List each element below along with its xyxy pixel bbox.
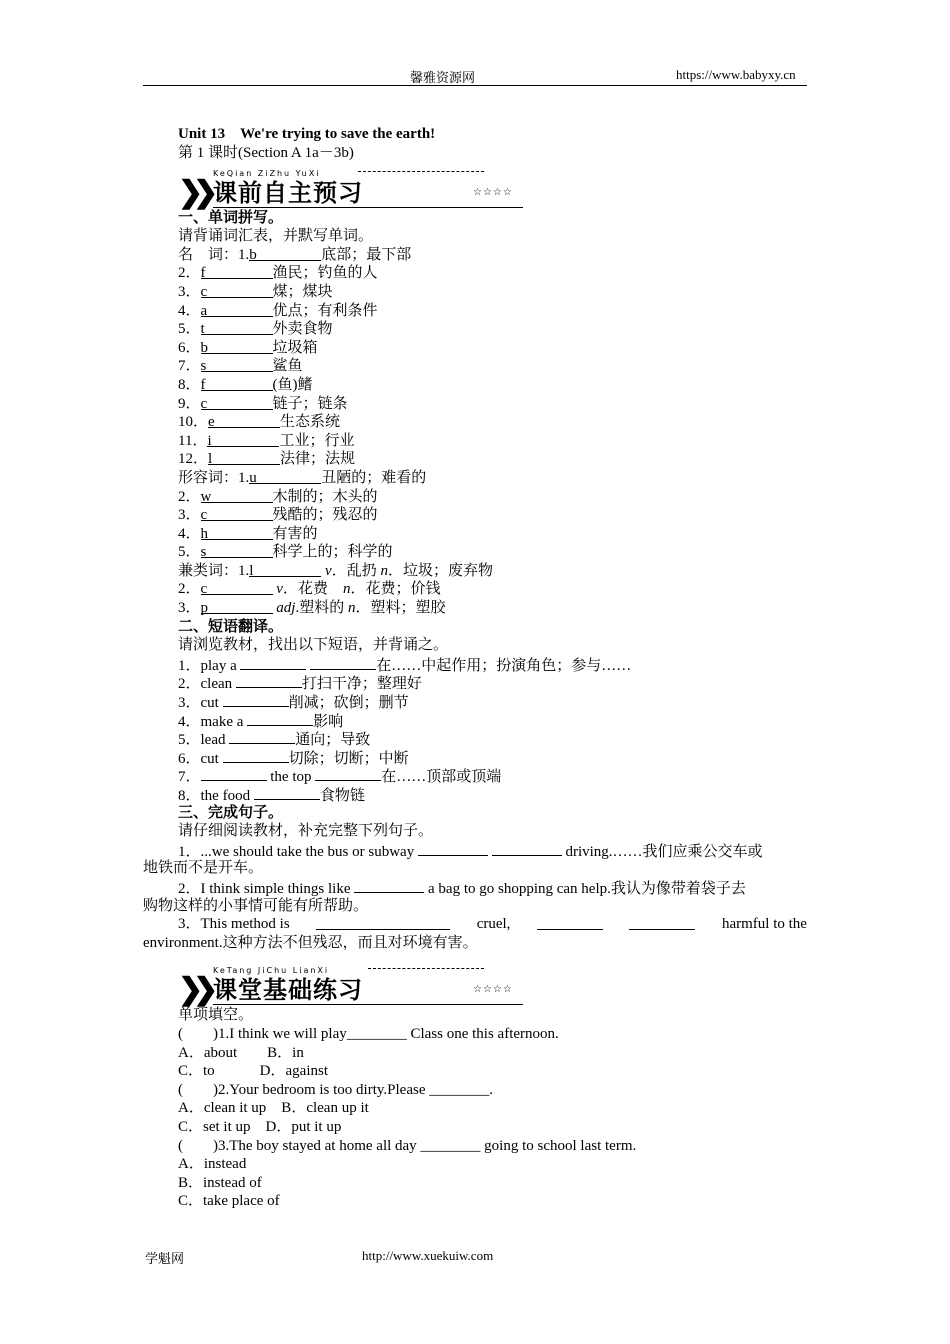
word-item — [143, 525, 807, 544]
phrase-item — [143, 711, 807, 730]
blank[interactable]: l — [208, 450, 280, 465]
item-meaning: 工业；行业 — [279, 432, 355, 449]
item-number: 3． — [178, 600, 201, 617]
section-instruction-1: 请背诵词汇表，并默写单词。 — [178, 228, 374, 245]
part-of-speech: n — [347, 600, 356, 617]
part-of-speech: n — [380, 562, 388, 579]
banner-rule — [213, 1004, 523, 1005]
section-heading-1: 一、单词拼写。 — [178, 209, 284, 226]
word-item — [143, 469, 807, 488]
question-line: C．set it up D．put it up — [178, 1118, 342, 1135]
blank[interactable]: a — [201, 302, 273, 317]
blank[interactable]: b — [249, 246, 321, 261]
blank[interactable] — [247, 711, 313, 726]
item-meaning: 渔民；钓鱼的人 — [272, 265, 378, 282]
item-number: 11． — [178, 432, 208, 449]
word-item — [143, 302, 807, 321]
word-item — [143, 246, 807, 265]
banner-title: 课前自主预习 — [213, 178, 363, 207]
sentence-2-line-2: 购物这样的小事情可能有所帮助。 — [143, 897, 369, 914]
item-meaning: 底部；最下部 — [321, 246, 412, 263]
blank[interactable]: c — [201, 283, 273, 298]
blank[interactable] — [418, 841, 488, 856]
item-meaning: 残酷的；残忍的 — [272, 507, 378, 524]
item-meaning: 优点；有利条件 — [272, 302, 378, 319]
banner-pinyin: KeQian ZiZhu YuXi — [213, 168, 321, 178]
phrase-item — [143, 729, 807, 748]
item-number: 8． — [178, 376, 201, 393]
item-number: 9． — [178, 395, 201, 412]
item-meaning: 法律；法规 — [280, 451, 356, 468]
item-number: 7． — [178, 358, 201, 375]
phrase-text: 7． — [178, 769, 201, 786]
item-number: 兼类词：1. — [178, 562, 250, 579]
item-meaning: ．花费 — [282, 581, 343, 598]
blank[interactable] — [201, 766, 267, 781]
item-meaning: 垃圾箱 — [272, 339, 318, 356]
item-meaning: .塑料的 — [295, 600, 348, 617]
phrase-meaning: 在……中起作用；扮演角色；参与…… — [376, 657, 632, 674]
item-meaning: 科学上的；科学的 — [272, 544, 393, 561]
blank[interactable] — [354, 878, 424, 893]
blank[interactable] — [223, 748, 289, 763]
star-rating-icon: ☆☆☆☆ — [473, 984, 513, 996]
word-item — [143, 450, 807, 469]
double-chevron-icon: ❯❯ — [178, 175, 209, 209]
item-number: 3． — [178, 283, 201, 300]
phrase-meaning: 通向；导致 — [295, 732, 371, 749]
item-meaning: (鱼)鳍 — [272, 376, 313, 393]
item-number: 3． — [178, 507, 201, 524]
blank[interactable] — [315, 766, 381, 781]
double-chevron-icon: ❯❯ — [178, 973, 209, 1007]
word-item — [143, 339, 807, 358]
word-item — [143, 506, 807, 525]
question-line: A．instead — [178, 1156, 247, 1173]
blank[interactable]: u — [249, 469, 321, 484]
item-number: 12． — [178, 451, 209, 468]
blank[interactable]: c — [201, 395, 273, 410]
word-item — [143, 357, 807, 376]
item-number: 形容词：1. — [178, 469, 250, 486]
sentence-3-line-2: environment.这种方法不但残忍，而且对环境有害。 — [143, 934, 478, 951]
part-of-speech: adj — [276, 600, 296, 617]
phrase-text: 1．play a — [178, 657, 241, 674]
question-line: A．about B．in — [178, 1044, 304, 1061]
word-item — [143, 283, 807, 302]
blank[interactable] — [229, 729, 295, 744]
question-line: C．take place of — [178, 1193, 280, 1210]
phrase-meaning: 影响 — [313, 713, 344, 730]
blank[interactable]: p — [201, 599, 273, 614]
blank[interactable] — [240, 655, 306, 670]
blank[interactable]: b — [201, 339, 273, 354]
blank[interactable]: s — [201, 357, 273, 372]
part-of-speech: n — [342, 581, 351, 598]
blank[interactable] — [537, 915, 603, 930]
question-line: ( )3.The boy stayed at home all day ________ going to school last term. — [178, 1137, 637, 1154]
item-meaning: ．花费；价钱 — [350, 581, 441, 598]
question-line: ( )1.I think we will play________ Class one this afternoon. — [178, 1025, 559, 1042]
blank[interactable]: w — [201, 488, 273, 503]
header-rule — [143, 85, 807, 86]
multiple-choice-list — [143, 1025, 807, 1211]
item-meaning: 链子；链条 — [272, 395, 348, 412]
section-heading-2: 二、短语翻译。 — [178, 618, 284, 635]
word-item — [143, 432, 807, 451]
word-item — [143, 580, 807, 599]
banner-rule — [213, 207, 523, 208]
phrase-text: 3．cut — [178, 695, 223, 712]
section-instruction-3: 请仔细阅读教材，补充完整下列句子。 — [178, 823, 434, 840]
phrase-text: the top — [266, 769, 316, 786]
section-heading-4: 单项填空。 — [178, 1007, 254, 1024]
phrase-item — [143, 785, 807, 804]
blank[interactable]: i — [207, 432, 279, 447]
phrase-meaning: 在……顶部或顶端 — [381, 769, 502, 786]
phrase-text: 5．lead — [178, 732, 230, 749]
item-number: 2． — [178, 581, 201, 598]
item-meaning: ．乱扔 — [331, 562, 381, 579]
phrase-item — [143, 673, 807, 692]
item-number: 名 词：1. — [178, 246, 250, 263]
item-number: 6． — [178, 339, 201, 356]
item-meaning: 外卖食物 — [272, 321, 333, 338]
word-item — [143, 320, 807, 339]
banner-title: 课堂基础练习 — [213, 976, 363, 1005]
phrase-text: 2．clean — [178, 676, 236, 693]
phrase-item — [143, 748, 807, 767]
item-meaning: 丑陋的；难看的 — [321, 469, 427, 486]
question-line: ( )2.Your bedroom is too dirty.Please ________. — [178, 1081, 493, 1098]
star-rating-icon: ☆☆☆☆ — [473, 186, 513, 198]
document-body — [143, 124, 807, 1211]
phrase-item — [143, 655, 807, 674]
item-number: 10． — [178, 414, 209, 431]
banner-preview — [143, 169, 807, 209]
word-item — [143, 413, 807, 432]
blank[interactable] — [223, 692, 289, 707]
blank[interactable] — [629, 915, 695, 930]
unit-title: Unit 13 We're trying to save the earth! — [178, 126, 436, 142]
blank[interactable] — [310, 655, 376, 670]
phrase-meaning: 食物链 — [319, 788, 365, 804]
item-meaning: ．垃圾；废弃物 — [387, 562, 493, 579]
blank[interactable]: t — [201, 320, 273, 335]
item-number: 2． — [178, 488, 201, 505]
part-of-speech: v — [276, 581, 283, 598]
item-meaning: 鲨鱼 — [272, 358, 303, 375]
lesson-subtitle: 第 1 课时(Section A 1a－3b) — [178, 145, 354, 161]
noun-list — [143, 246, 807, 469]
footer-site: 学魁网 — [145, 1251, 185, 1266]
footer-url[interactable]: http://www.xuekuiw.com — [362, 1248, 494, 1263]
blank[interactable]: f — [201, 264, 273, 279]
phrase-meaning: 削减；砍倒；删节 — [288, 695, 409, 712]
word-item — [143, 264, 807, 283]
phrase-text: 8．the food — [178, 788, 254, 804]
word-item — [143, 562, 807, 581]
multi-class-word-list — [143, 562, 807, 618]
item-number: 4． — [178, 302, 201, 319]
section-heading-3: 三、完成句子。 — [178, 804, 284, 821]
word-item — [143, 488, 807, 507]
item-meaning: 有害的 — [272, 525, 318, 542]
phrase-item — [143, 692, 807, 711]
banner-practice — [143, 966, 807, 1006]
word-item — [143, 599, 807, 618]
banner-pinyin: KeTang JiChu LianXi — [213, 966, 330, 976]
phrase-meaning: 切除；切断；中断 — [288, 750, 409, 767]
item-number: 5． — [178, 544, 201, 561]
blank[interactable]: e — [208, 413, 280, 428]
sentence-2-line-1: 2．I think simple things like a bag to go shopping can help.我认为像带着袋子去 — [143, 878, 807, 897]
question-line: C．to D．against — [178, 1063, 328, 1080]
phrase-item — [143, 766, 807, 785]
blank[interactable]: s — [201, 543, 273, 558]
item-number: 5． — [178, 321, 201, 338]
sentence-1-line-2: 地铁而不是开车。 — [143, 860, 264, 877]
blank[interactable]: c — [201, 580, 273, 595]
blank[interactable]: f — [201, 376, 273, 391]
blank[interactable]: l — [249, 562, 321, 577]
item-meaning: 木制的；木头的 — [272, 488, 378, 505]
phrase-text: 6．cut — [178, 750, 223, 767]
item-meaning: ．塑料；塑胶 — [355, 600, 446, 617]
item-meaning: 生态系统 — [280, 414, 341, 431]
adjective-list — [143, 469, 807, 562]
banner-dash-line — [368, 968, 484, 969]
blank[interactable]: c — [201, 506, 273, 521]
blank[interactable] — [316, 915, 450, 930]
banner-dash-line — [358, 171, 484, 172]
word-item — [143, 543, 807, 562]
phrase-text: 4．make a — [178, 713, 248, 730]
word-item — [143, 395, 807, 414]
question-line: A．clean it up B．clean up it — [178, 1100, 369, 1117]
blank[interactable] — [236, 673, 302, 688]
sentence-1-line-1: 1．...we should take the bus or subway driving.……我们应乘公交车或 — [143, 841, 807, 860]
word-item — [143, 376, 807, 395]
item-number: 4． — [178, 525, 201, 542]
section-instruction-2: 请浏览教材，找出以下短语，并背诵之。 — [178, 637, 449, 654]
blank[interactable] — [492, 841, 562, 856]
blank[interactable]: h — [201, 525, 273, 540]
blank[interactable] — [254, 785, 320, 800]
item-number: 2． — [178, 265, 201, 282]
sentence-3-line-1: 3．This method is cruel, harmful to the — [178, 916, 807, 933]
header-url[interactable]: https://www.babyxy.cn — [676, 67, 796, 82]
question-line: B．instead of — [178, 1174, 262, 1191]
part-of-speech: v — [325, 562, 332, 579]
header-site: 馨雅资源网 — [410, 70, 476, 85]
phrase-meaning: 打扫干净；整理好 — [301, 676, 422, 693]
phrase-list — [143, 655, 807, 804]
item-meaning: 煤；煤块 — [272, 283, 333, 300]
